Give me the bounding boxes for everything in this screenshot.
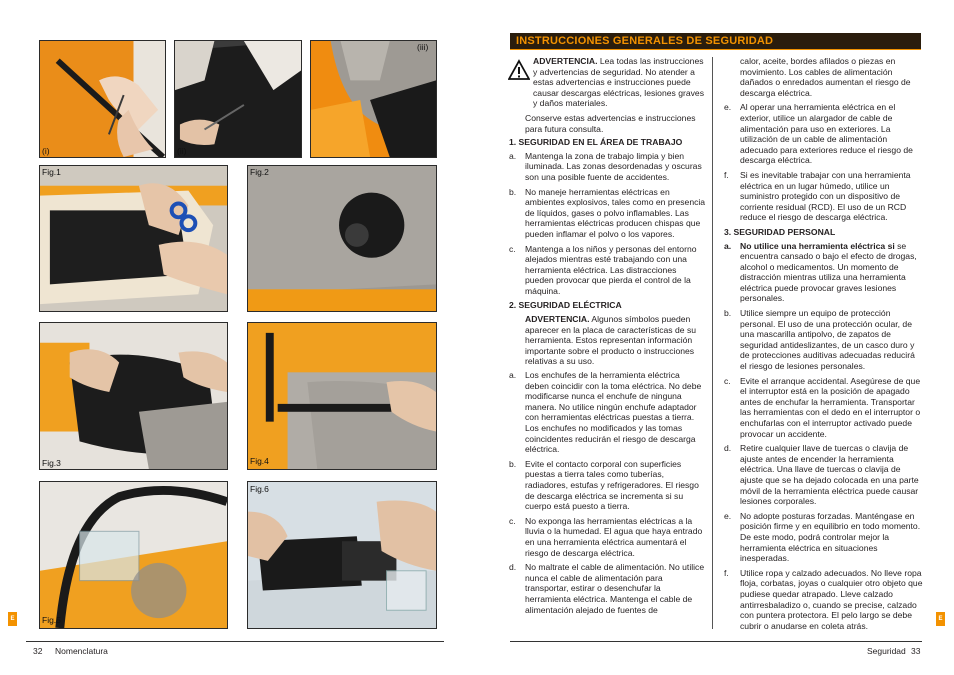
language-tab-left: E: [8, 612, 17, 626]
photo-fig1: [39, 165, 228, 312]
s3-item-a: a. No utilice una herramienta eléctrica si se encuentra cansado o bajo el efecto de drogas, alcohol o medicamentos. Un momento de distracción mientras utiliza una herramienta eléctrica puede provocar graves lesiones personales.: [724, 240, 917, 304]
s2-item-b: b. Evite el contacto corporal con superficies puestas a tierra tales como tuberías, radiadores, estufas y refrigeradores. El riesgo de descarga eléctrica se incrementa si su cuerpo está puesto a tierra.: [509, 458, 699, 512]
language-tab-right: E: [936, 612, 945, 626]
s2-item-c: c. No exponga las herramientas eléctricas a la lluvia o la humedad. El agua que haya entrado en una herramienta eléctrica aumentará el riesgo de descarga eléctrica.: [509, 515, 703, 558]
s2-item-d-continued: calor, aceite, bordes afilados o piezas en movimiento. Los cables de alimentación dañados o enredados aumentan el riesgo de descarga eléctrica.: [740, 56, 911, 98]
safety-column-1: [509, 56, 706, 619]
section-3-heading: 3. SEGURIDAD PERSONAL: [724, 226, 836, 237]
photo-fig5: [39, 481, 228, 629]
photo-i: [39, 40, 166, 158]
column-divider: [712, 57, 713, 629]
caption-fig2: Fig.2: [250, 167, 269, 177]
s1-item-c: c. Mantenga a los niños y personas del entorno alejados mientras esté trabajando con una herramienta eléctrica. Las distracciones pueden provocar que pierda el control de la máquina.: [509, 243, 697, 296]
s2-item-e: e. Al operar una herramienta eléctrica en el exterior, utilice un alargador de cable de alimentación para uso en exteriores. La utilización de un cable de alimentación adecuado para exteriores reduce el riesgo de descarga eléctrica.: [724, 102, 913, 166]
caption-i: (i): [42, 146, 50, 156]
caption-fig4: Fig.4: [250, 456, 269, 466]
s2-warning-label: ADVERTENCIA.: [525, 314, 590, 325]
footer-section-right: Seguridad: [867, 646, 906, 656]
section-header: [510, 33, 921, 50]
s3-item-e: e. No adopte posturas forzadas. Manténgase en posición firme y en equilibrio en todo momento. De este modo, podrá controlar mejor la herramienta eléctrica en situaciones inesperadas.: [724, 510, 921, 564]
keep-instructions-text: Conserve estas advertencias e instrucciones para futura consulta.: [525, 112, 696, 134]
s1-item-a: a. Mantenga la zona de trabajo limpia y bien iluminada. Las zonas desordenadas y oscuras son una posible fuente de accidentes.: [509, 150, 702, 182]
footer-rule-right: [510, 641, 922, 642]
caption-fig6: Fig.6: [250, 484, 269, 494]
footer-section-left: Nomenclatura: [55, 646, 108, 656]
s3-item-c: c. Evite el arranque accidental. Asegúrese de que el interruptor está en la posición de apagado antes de enchufar la herramienta. Transportar las herramientas con el dedo en el interruptor o enchufarlas con el interruptor activado puede provocar un accidente.: [724, 375, 921, 439]
caption-iii: (iii): [417, 42, 429, 52]
caption-fig3: Fig.3: [42, 458, 61, 468]
s2-warning-text: Algunos símbolos pueden aparecer en la placa de características de su herramienta. Estos representan información importante sobre el producto o instrucciones relativas a su uso.: [525, 314, 697, 367]
caption-fig1: Fig.1: [42, 167, 61, 177]
s2-item-d: d. No maltrate el cable de alimentación. No utilice nunca el cable de alimentación para transportar, estirar o desenchufar la herramienta eléctrica. Mantenga el cable de alimentación alejado de fuentes de: [509, 562, 705, 615]
s2-warning: [509, 314, 706, 367]
s3-item-d: d. Retire cualquier llave de tuercas o clavija de ajuste antes de encender la herramienta eléctrica. Una llave de tuercas o clavija de ajuste que se ha dejado colocada en una parte móvil de la herramienta eléctrica puede causar lesiones corporales.: [724, 443, 919, 507]
footer-page-number-right: 33: [911, 646, 921, 656]
general-warning-text: Lea todas las instrucciones y advertencias de seguridad. No atender a estas advertencias e instrucciones puede causar descargas eléctricas, lesiones graves y daños materiales.: [533, 56, 705, 109]
caption-ii: (ii): [177, 146, 187, 156]
general-warning-label: ADVERTENCIA.: [533, 56, 598, 66]
footer-page-number-left: 32: [33, 646, 43, 656]
caption-fig5: Fig.5: [42, 615, 61, 625]
photo-fig6: [247, 481, 437, 629]
general-warning: [509, 56, 706, 109]
s1-item-b: b. No maneje herramientas eléctricas en ambientes explosivos, tales como en presencia de líquidos, gases o polvo inflamables. Las herramientas eléctricas producen chispas que pueden inflamar el polvo o los vapores.: [509, 186, 706, 239]
photo-ii: [174, 40, 302, 158]
section-title: INSTRUCCIONES GENERALES DE SEGURIDAD: [516, 35, 774, 47]
s3-item-f: f. Utilice ropa y calzado adecuados. No lleve ropa floja, corbatas, joyas o cualquier otro objeto que pudiese quedar atrapado. Lleve calzado antirresbaladizo o, cuando se precise, calzado con puntera protectora. El pelo largo se debe cubrir o anudarse en coleta atrás.: [724, 567, 923, 631]
section-2-heading: 2. SEGURIDAD ELÉCTRICA: [509, 300, 622, 311]
photo-fig3: [39, 322, 228, 470]
photo-iii: [310, 40, 437, 158]
section-1-heading: 1. SEGURIDAD EN EL ÁREA DE TRABAJO: [509, 137, 683, 148]
s2-item-a: a. Los enchufes de la herramienta eléctrica deben coincidir con la toma eléctrica. No debe modificarse nunca el enchufe de ninguna manera. No utilice ningún enchufe adaptador con herramientas eléctricas puestas a tierra. Los enchufes no modificados y las tomas coincidentes reducirán el riesgo de descarga eléctrica.: [509, 370, 702, 455]
footer-rule-left: [26, 641, 444, 642]
photo-fig4: [247, 322, 437, 470]
s2-item-f: f. Si es inevitable trabajar con una herramienta eléctrica en un lugar húmedo, utilice un suministro protegido con un dispositivo de corriente residual (RCD). El uso de un RCD reduce el riesgo de descarga eléctrica.: [724, 169, 911, 223]
safety-column-2: [724, 56, 923, 635]
photo-fig2: [247, 165, 437, 312]
s3-item-b: b. Utilice siempre un equipo de protección personal. El uso de una protección ocular, de una mascarilla antipolvo, de zapatos de seguridad antideslizantes, de un casco duro y de protecciones auditivas adecuadas reducirá el riesgo de lesiones personales.: [724, 308, 915, 372]
